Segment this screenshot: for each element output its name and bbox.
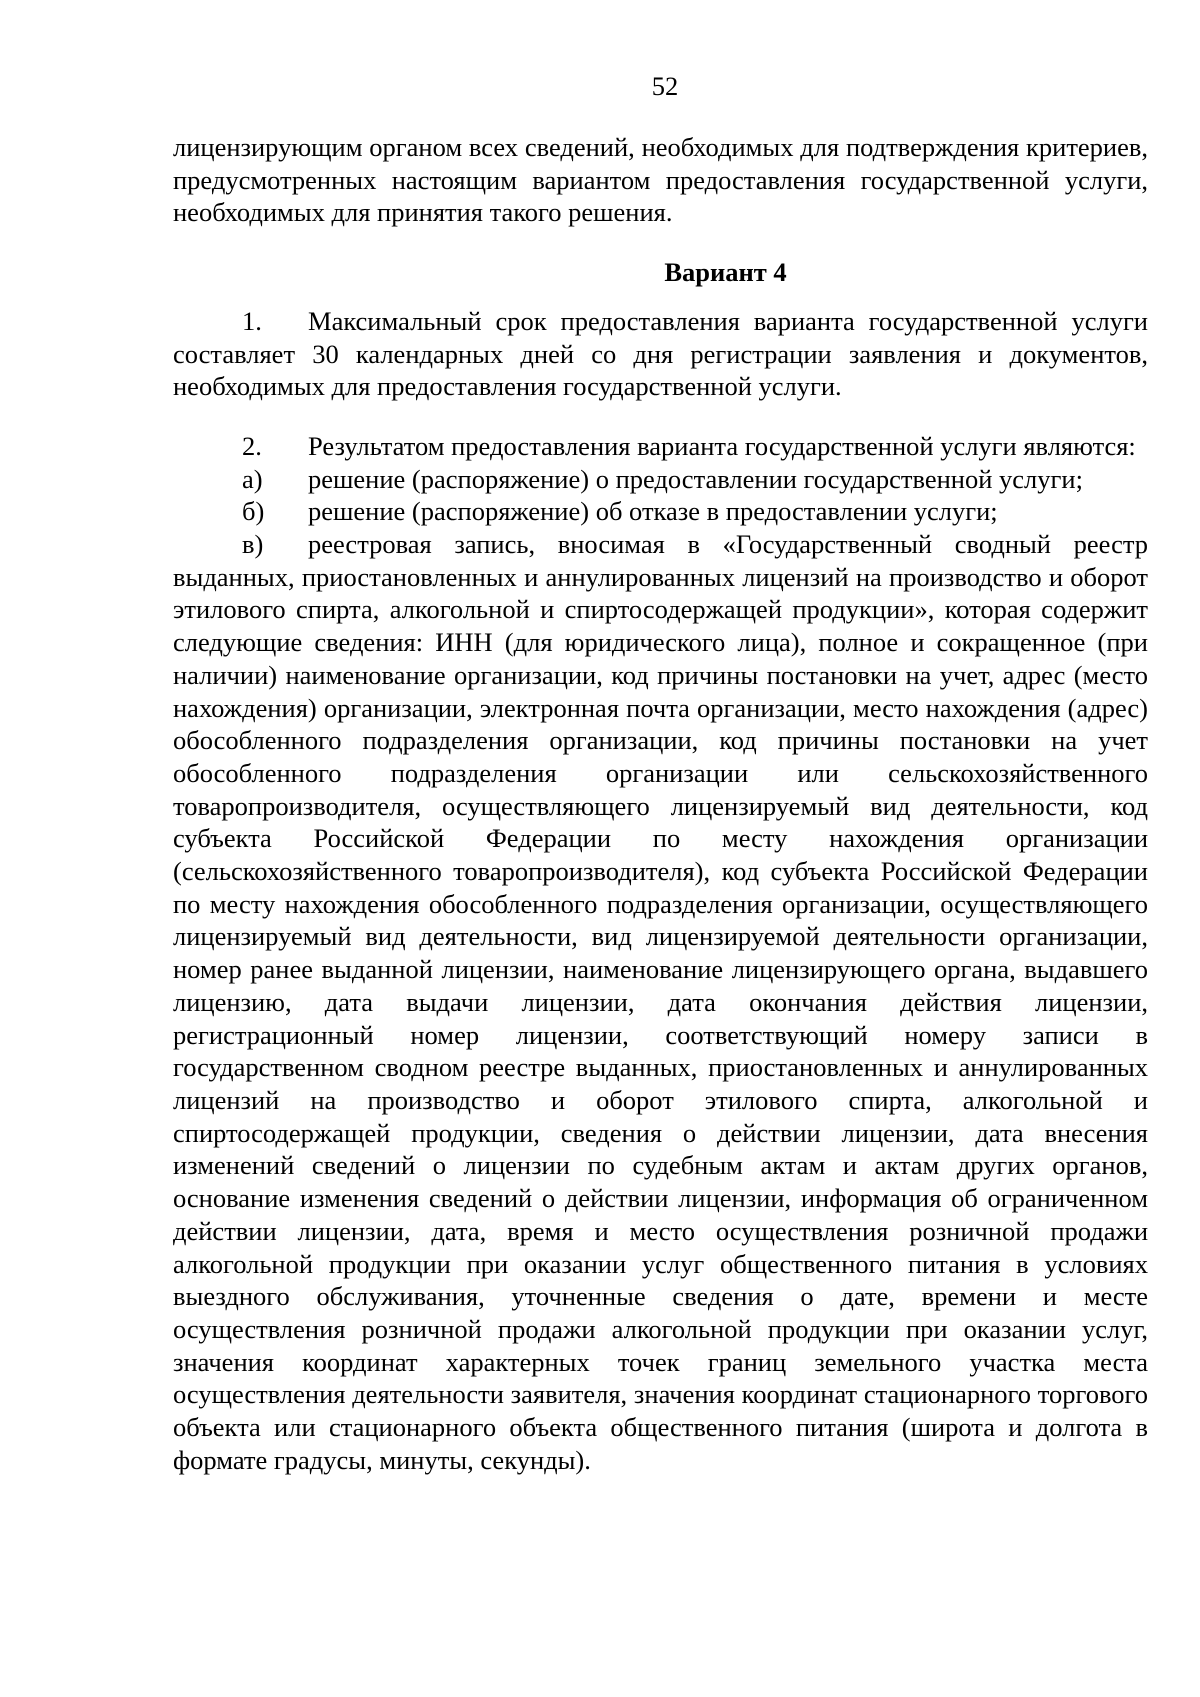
list-item-a-text: решение (распоряжение) о предоставлении государственной услуги; bbox=[308, 463, 1083, 494]
list-item-a bbox=[173, 463, 1148, 496]
point-2 bbox=[173, 430, 1148, 463]
point-1-number: 1. bbox=[242, 305, 262, 336]
list-item-a-mark: а) bbox=[242, 463, 263, 494]
point-2-number: 2. bbox=[242, 430, 262, 461]
list-item-b bbox=[173, 495, 1148, 528]
list-item-c-mark: в) bbox=[242, 529, 264, 560]
document-body bbox=[173, 131, 1148, 1476]
list-item-b-text: решение (распоряжение) об отказе в предоставлении услуги; bbox=[308, 496, 998, 527]
page-number: 52 bbox=[651, 71, 679, 101]
list-item-c-text: реестровая запись, вносимая в «Государственный сводный реестр выданных, приостановленных и аннулированных лицензий на производство и оборот этилового спирта, алкогольной и спиртосодержащей продукции», которая содержит следующие сведения: ИНН (для юридического лица), полное и сокращенное (при наличии) наименование организации, код причины постановки на учет, адрес (место нахождения) организации, электронная почта организации, место нахождения (адрес) обособленного подразделения организации, код причины постановки на учет обособленного подразделения организации или сельскохозяйственного товаропроизводителя, осуществляющего лицензируемый вид деятельности, код субъекта Российской Федерации по месту нахождения организации (сельскохозяйственного товаропроизводителя), код субъекта Российской Федерации по месту нахождения обособленного подразделения организации, осуществляющего лицензируемый вид деятельности, вид лицензируемой деятельности организации, номер ранее выданной лицензии, наименование лицензирующего органа, выдавшего лицензию, дата выдачи лицензии, дата окончания действия лицензии, регистрационный номер лицензии, соответствующий номеру записи в государственном сводном реестре выданных, приостановленных и аннулированных лицензий на производство и оборот этилового спирта, алкогольной и спиртосодержащей продукции, сведения о действии лицензии, дата внесения изменений сведений о лицензии по судебным актам и актам других органов, основание изменения сведений о действии лицензии, информация об ограниченном действии лицензии, дата, время и место осуществления розничной продажи алкогольной продукции при оказании услуг общественного питания в условиях выездного обслуживания, уточненные сведения о дате, времени и месте осуществления розничной продажи алкогольной продукции при оказании услуг, значения координат характерных точек границ земельного участка места осуществления деятельности заявителя, значения координат стационарного торгового объекта или стационарного объекта общественного питания (широта и долгота в формате градусы, минуты, секунды). bbox=[173, 529, 1148, 1475]
section-heading: Вариант 4 bbox=[664, 257, 787, 288]
intro-paragraph: лицензирующим органом всех сведений, необходимых для подтверждения критериев, предусмотренных настоящим вариантом предоставления государственной услуги, необходимых для принятия такого решения. bbox=[173, 132, 1148, 228]
list-item-c bbox=[173, 528, 1148, 1476]
point-1 bbox=[173, 305, 1148, 403]
list-item-b-mark: б) bbox=[242, 496, 265, 527]
paragraph-gap bbox=[173, 403, 1148, 430]
point-2-text: Результатом предоставления варианта государственной услуги являются: bbox=[308, 430, 1136, 461]
point-1-text: Максимальный срок предоставления варианта государственной услуги составляет 30 календарных дней со дня регистрации заявления и документов, необходимых для предоставления государственной услуги. bbox=[173, 305, 1148, 402]
